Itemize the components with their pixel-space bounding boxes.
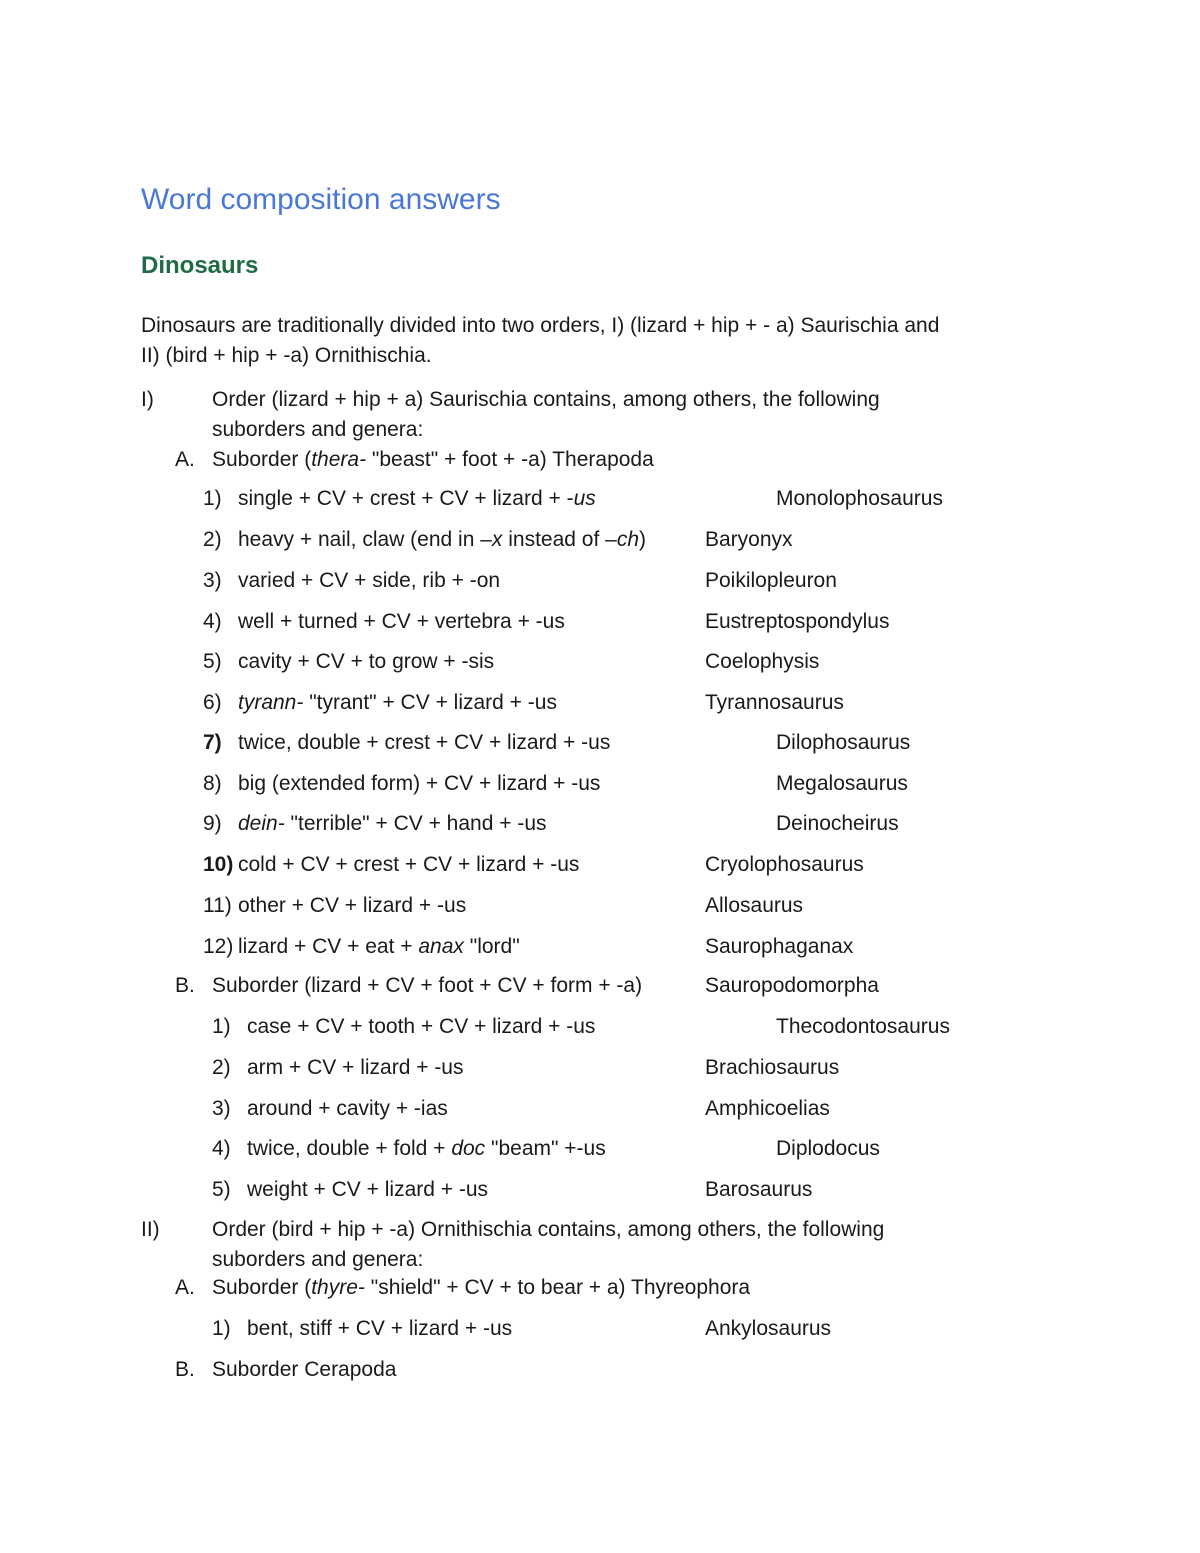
list-item-1a-12-text: lizard + CV + eat + anax "lord" <box>238 935 520 958</box>
list-item-1b-2-answer: Brachiosaurus <box>705 1056 840 1079</box>
list-item-1a-6: 6) <box>203 691 222 714</box>
list-item-1a-10-answer: Cryolophosaurus <box>705 853 864 876</box>
list-item-1a-12-answer: Saurophaganax <box>705 935 854 958</box>
suborder-2b-marker: B. <box>175 1358 195 1381</box>
order-2-marker: II) <box>141 1218 160 1241</box>
list-item-1a-6-answer: Tyrannosaurus <box>705 691 844 714</box>
list-item-1a-2: 2) <box>203 528 222 551</box>
suborder-1b-marker: B. <box>175 974 195 997</box>
list-item-1a-9: 9) <box>203 812 222 835</box>
list-item-2a-1: 1) <box>212 1317 231 1340</box>
order-2-line-1: Order (bird + hip + -a) Ornithischia contains, among others, the following <box>212 1218 885 1241</box>
list-item-1b-3-answer: Amphicoelias <box>705 1097 830 1120</box>
list-item-1a-1-text: single + CV + crest + CV + lizard + -us <box>238 487 596 510</box>
list-item-1b-1-answer: Thecodontosaurus <box>776 1015 950 1038</box>
list-item-1a-12: 12) <box>203 935 234 958</box>
list-item-1a-3-text: varied + CV + side, rib + -on <box>238 569 501 592</box>
intro-line-1: Dinosaurs are traditionally divided into two orders, I) (lizard + hip + - a) Saurischia and <box>141 314 940 337</box>
list-item-1a-9-text: dein- "terrible" + CV + hand + -us <box>238 812 547 835</box>
suborder-2a-text: Suborder (thyre- "shield" + CV + to bear + a) Thyreophora <box>212 1276 751 1299</box>
suborder-1b-answer: Sauropodomorpha <box>705 974 879 997</box>
list-item-1b-1: 1) <box>212 1015 231 1038</box>
list-item-2a-1-text: bent, stiff + CV + lizard + -us <box>247 1317 513 1340</box>
list-item-1b-4-text: twice, double + fold + doc "beam" +-us <box>247 1137 606 1160</box>
list-item-1a-5-text: cavity + CV + to grow + -sis <box>238 650 495 673</box>
list-item-1b-2: 2) <box>212 1056 231 1079</box>
list-item-1b-3-text: around + cavity + -ias <box>247 1097 448 1120</box>
list-item-1a-4-answer: Eustreptospondylus <box>705 610 890 633</box>
list-item-1a-7-answer: Dilophosaurus <box>776 731 911 754</box>
list-item-1a-10: 10) <box>203 853 234 876</box>
list-item-1a-7: 7) <box>203 731 222 754</box>
list-item-1a-2-text: heavy + nail, claw (end in –x instead of –ch) <box>238 528 647 551</box>
list-item-1a-8-text: big (extended form) + CV + lizard + -us <box>238 772 601 795</box>
list-item-1a-8-answer: Megalosaurus <box>776 772 908 795</box>
suborder-1a-marker: A. <box>175 448 195 471</box>
list-item-1b-1-text: case + CV + tooth + CV + lizard + -us <box>247 1015 596 1038</box>
intro-line-2: II) (bird + hip + -a) Ornithischia. <box>141 344 432 367</box>
list-item-1a-9-answer: Deinocheirus <box>776 812 899 835</box>
order-2-line-2: suborders and genera: <box>212 1248 424 1271</box>
list-item-1a-11-answer: Allosaurus <box>705 894 804 917</box>
list-item-1b-5-answer: Barosaurus <box>705 1178 813 1201</box>
list-item-1a-7-text: twice, double + crest + CV + lizard + -us <box>238 731 611 754</box>
list-item-1b-5: 5) <box>212 1178 231 1201</box>
list-item-1a-8: 8) <box>203 772 222 795</box>
list-item-1a-2-answer: Baryonyx <box>705 528 793 551</box>
list-item-1b-4-answer: Diplodocus <box>776 1137 880 1160</box>
list-item-2a-1-answer: Ankylosaurus <box>705 1317 832 1340</box>
order-1-marker: I) <box>141 388 154 411</box>
list-item-1a-3-answer: Poikilopleuron <box>705 569 837 592</box>
list-item-1b-2-text: arm + CV + lizard + -us <box>247 1056 464 1079</box>
list-item-1a-3: 3) <box>203 569 222 592</box>
list-item-1b-3: 3) <box>212 1097 231 1120</box>
list-item-1a-11-text: other + CV + lizard + -us <box>238 894 467 917</box>
list-item-1a-6-text: tyrann- "tyrant" + CV + lizard + -us <box>238 691 557 714</box>
list-item-1a-4: 4) <box>203 610 222 633</box>
page-title: Word composition answers <box>141 183 501 216</box>
order-1-line-2: suborders and genera: <box>212 418 424 441</box>
list-item-1a-11: 11) <box>203 894 232 917</box>
suborder-2a-marker: A. <box>175 1276 195 1299</box>
suborder-2b-text: Suborder Cerapoda <box>212 1358 397 1381</box>
list-item-1b-5-text: weight + CV + lizard + -us <box>247 1178 489 1201</box>
order-1-line-1: Order (lizard + hip + a) Saurischia contains, among others, the following <box>212 388 880 411</box>
list-item-1a-5: 5) <box>203 650 222 673</box>
suborder-1a-text: Suborder (thera- "beast" + foot + -a) Therapoda <box>212 448 654 471</box>
section-heading: Dinosaurs <box>141 252 259 279</box>
list-item-1b-4: 4) <box>212 1137 231 1160</box>
list-item-1a-1: 1) <box>203 487 222 510</box>
list-item-1a-1-answer: Monolophosaurus <box>776 487 943 510</box>
list-item-1a-5-answer: Coelophysis <box>705 650 820 673</box>
list-item-1a-10-text: cold + CV + crest + CV + lizard + -us <box>238 853 580 876</box>
list-item-1a-4-text: well + turned + CV + vertebra + -us <box>238 610 565 633</box>
suborder-1b-text: Suborder (lizard + CV + foot + CV + form + -a) <box>212 974 643 997</box>
